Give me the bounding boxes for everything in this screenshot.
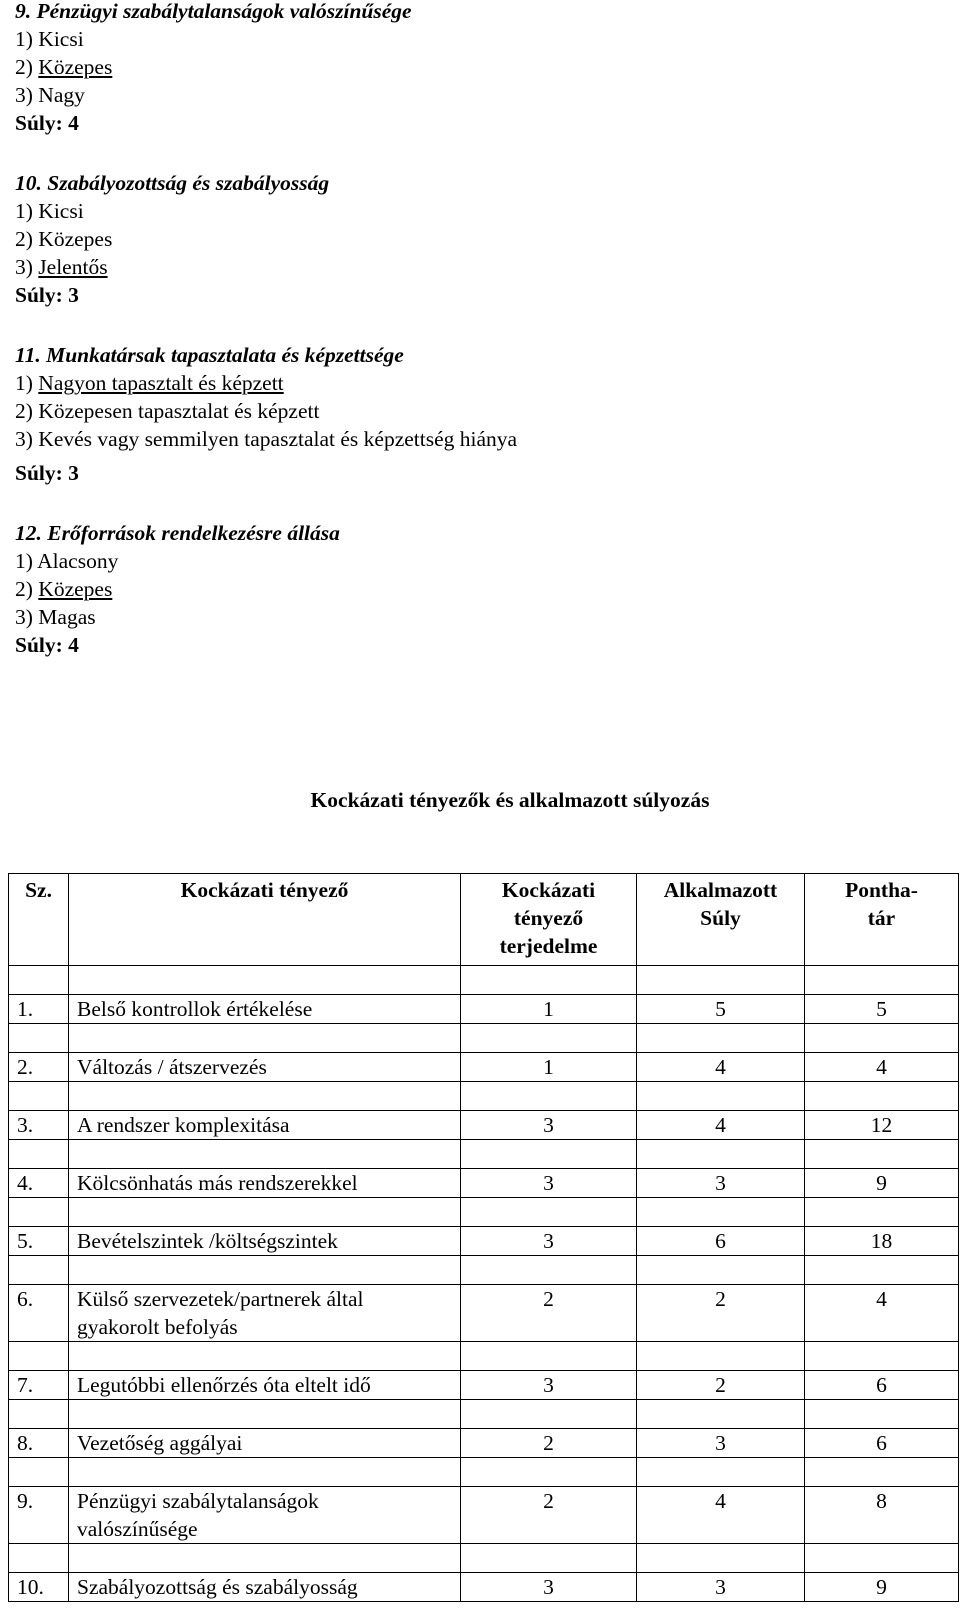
- row-score: 5: [805, 995, 959, 1024]
- table-header-row: [9, 874, 959, 966]
- empty-cell: [805, 966, 959, 995]
- option-number: 2): [15, 55, 33, 79]
- empty-cell: [69, 1544, 461, 1573]
- option-item: [15, 550, 935, 578]
- criterion-number: 10.: [15, 171, 42, 195]
- row-factor-line: Kölcsönhatás más rendszerekkel: [77, 1171, 358, 1195]
- criterion-number: 9.: [15, 0, 32, 23]
- empty-cell: [637, 1256, 805, 1285]
- empty-cell: [9, 1458, 69, 1487]
- option-number: 3): [15, 427, 33, 451]
- row-score: 4: [805, 1285, 959, 1342]
- row-number: 10.: [9, 1573, 69, 1602]
- empty-cell: [637, 1082, 805, 1111]
- criterion-weight: Súly: 3: [15, 283, 79, 307]
- option-item: [15, 400, 935, 428]
- row-factor-line: Vezetőség aggályai: [77, 1431, 243, 1455]
- risk-factor-table: [8, 873, 959, 1602]
- empty-cell: [461, 1256, 637, 1285]
- criterion-heading: [15, 172, 935, 200]
- row-factor: [69, 1169, 461, 1198]
- criterion-weight: Súly: 3: [15, 461, 79, 485]
- criterion-number: 11.: [15, 343, 41, 367]
- option-item: [15, 428, 935, 456]
- option-number: 1): [15, 199, 33, 223]
- empty-cell: [9, 966, 69, 995]
- option-number: 3): [15, 83, 33, 107]
- empty-cell: [805, 1024, 959, 1053]
- row-score: 9: [805, 1573, 959, 1602]
- row-extent: 3: [461, 1573, 637, 1602]
- header-applied-weight: Alkalmazott Súly: [637, 874, 805, 966]
- row-extent: 2: [461, 1487, 637, 1544]
- empty-cell: [461, 1544, 637, 1573]
- table-row: [9, 1227, 959, 1256]
- table-spacer-row: [9, 1342, 959, 1371]
- option-number: 2): [15, 399, 33, 423]
- table-title: Kockázati tényezők és alkalmazott súlyozás: [310, 788, 710, 812]
- criterion-10: [15, 172, 935, 312]
- criterion-heading: [15, 522, 935, 550]
- empty-cell: [637, 1544, 805, 1573]
- option-item: [15, 372, 935, 400]
- row-factor-line: Szabályozottság és szabályosság: [77, 1575, 358, 1599]
- row-weight: 4: [637, 1111, 805, 1140]
- option-item: [15, 228, 935, 256]
- table-spacer-row: [9, 1458, 959, 1487]
- table-spacer-row: [9, 1544, 959, 1573]
- row-weight: 6: [637, 1227, 805, 1256]
- row-extent: 3: [461, 1371, 637, 1400]
- option-number: 1): [15, 371, 33, 395]
- empty-cell: [637, 1458, 805, 1487]
- empty-cell: [9, 1082, 69, 1111]
- row-extent: 2: [461, 1285, 637, 1342]
- empty-cell: [805, 1140, 959, 1169]
- table-spacer-row: [9, 1198, 959, 1227]
- option-label: Kicsi: [38, 27, 84, 51]
- criteria-list: [15, 0, 935, 662]
- empty-cell: [637, 966, 805, 995]
- row-weight: 2: [637, 1371, 805, 1400]
- empty-cell: [69, 1082, 461, 1111]
- table-row: [9, 1429, 959, 1458]
- criterion-9: [15, 0, 935, 140]
- criterion-title: Pénzügyi szabálytalanságok valószínűsége: [36, 0, 412, 23]
- empty-cell: [461, 966, 637, 995]
- option-item: [15, 256, 935, 284]
- criterion-title: Szabályozottság és szabályosság: [47, 171, 330, 195]
- empty-cell: [637, 1024, 805, 1053]
- row-number: 1.: [9, 995, 69, 1024]
- empty-cell: [69, 1400, 461, 1429]
- empty-cell: [805, 1198, 959, 1227]
- row-extent: 1: [461, 995, 637, 1024]
- option-item: [15, 578, 935, 606]
- option-label-selected: Közepes: [38, 577, 113, 601]
- row-extent: 3: [461, 1169, 637, 1198]
- row-factor-line: Belső kontrollok értékelése: [77, 997, 313, 1021]
- option-label: Közepes: [38, 227, 113, 251]
- empty-cell: [805, 1458, 959, 1487]
- row-factor: [69, 1111, 461, 1140]
- header-score: Pontha- tár: [805, 874, 959, 966]
- row-extent: 1: [461, 1053, 637, 1082]
- empty-cell: [805, 1256, 959, 1285]
- table-row: [9, 1053, 959, 1082]
- row-score: 6: [805, 1429, 959, 1458]
- row-score: 9: [805, 1169, 959, 1198]
- row-weight: 4: [637, 1487, 805, 1544]
- criterion-title: Munkatársak tapasztalata és képzettsége: [46, 343, 404, 367]
- empty-cell: [69, 1198, 461, 1227]
- row-weight: 5: [637, 995, 805, 1024]
- header-sz: Sz.: [9, 874, 69, 966]
- row-factor-line: gyakorolt befolyás: [77, 1315, 238, 1339]
- criterion-number: 12.: [15, 521, 42, 545]
- option-item: [15, 200, 935, 228]
- row-factor: [69, 1053, 461, 1082]
- row-score: 6: [805, 1371, 959, 1400]
- row-number: 6.: [9, 1285, 69, 1342]
- row-weight: 4: [637, 1053, 805, 1082]
- option-number: 1): [15, 549, 33, 573]
- option-item: [15, 84, 935, 112]
- table-row: [9, 1371, 959, 1400]
- header-factor: Kockázati tényező: [69, 874, 461, 966]
- table-spacer-row: [9, 1024, 959, 1053]
- criterion-heading: [15, 0, 935, 28]
- empty-cell: [461, 1342, 637, 1371]
- row-score: 18: [805, 1227, 959, 1256]
- criterion-heading: [15, 344, 935, 372]
- empty-cell: [637, 1140, 805, 1169]
- table-spacer-row: [9, 966, 959, 995]
- empty-cell: [461, 1400, 637, 1429]
- table-row: [9, 995, 959, 1024]
- row-weight: 3: [637, 1429, 805, 1458]
- row-weight: 2: [637, 1285, 805, 1342]
- empty-cell: [461, 1198, 637, 1227]
- empty-cell: [9, 1256, 69, 1285]
- option-label-selected: Nagyon tapasztalt és képzett: [38, 371, 284, 395]
- row-number: 4.: [9, 1169, 69, 1198]
- option-number: 3): [15, 255, 33, 279]
- row-factor: [69, 1573, 461, 1602]
- empty-cell: [69, 1140, 461, 1169]
- empty-cell: [9, 1198, 69, 1227]
- option-label: Alacsony: [37, 549, 119, 573]
- option-item: [15, 606, 935, 634]
- row-weight: 3: [637, 1573, 805, 1602]
- empty-cell: [461, 1024, 637, 1053]
- empty-cell: [9, 1024, 69, 1053]
- row-factor: [69, 995, 461, 1024]
- empty-cell: [461, 1082, 637, 1111]
- table-row: [9, 1169, 959, 1198]
- empty-cell: [461, 1458, 637, 1487]
- table-row: [9, 1487, 959, 1544]
- option-label: Kevés vagy semmilyen tapasztalat és képzettség hiánya: [38, 427, 518, 451]
- empty-cell: [69, 1256, 461, 1285]
- option-item: [15, 28, 935, 56]
- row-number: 7.: [9, 1371, 69, 1400]
- row-factor: [69, 1371, 461, 1400]
- option-number: 2): [15, 577, 33, 601]
- empty-cell: [805, 1342, 959, 1371]
- empty-cell: [9, 1342, 69, 1371]
- empty-cell: [637, 1342, 805, 1371]
- empty-cell: [69, 1024, 461, 1053]
- row-extent: 2: [461, 1429, 637, 1458]
- table-row: [9, 1573, 959, 1602]
- empty-cell: [9, 1400, 69, 1429]
- option-number: 3): [15, 605, 33, 629]
- row-factor-line: Pénzügyi szabálytalanságok: [77, 1489, 319, 1513]
- row-factor: [69, 1487, 461, 1544]
- header-extent: Kockázati tényező terjedelme: [461, 874, 637, 966]
- row-number: 8.: [9, 1429, 69, 1458]
- empty-cell: [805, 1544, 959, 1573]
- row-factor: [69, 1285, 461, 1342]
- row-factor: [69, 1429, 461, 1458]
- option-label: Kicsi: [38, 199, 84, 223]
- table-spacer-row: [9, 1400, 959, 1429]
- row-factor-line: Külső szervezetek/partnerek által: [77, 1287, 364, 1311]
- criterion-title: Erőforrások rendelkezésre állása: [47, 521, 340, 545]
- option-label: Nagy: [38, 83, 85, 107]
- criterion-weight: Súly: 4: [15, 633, 79, 657]
- empty-cell: [9, 1140, 69, 1169]
- criterion-11: [15, 344, 935, 490]
- row-number: 3.: [9, 1111, 69, 1140]
- option-number: 2): [15, 227, 33, 251]
- row-score: 8: [805, 1487, 959, 1544]
- empty-cell: [9, 1544, 69, 1573]
- row-extent: 3: [461, 1227, 637, 1256]
- row-score: 4: [805, 1053, 959, 1082]
- table-row: [9, 1111, 959, 1140]
- table-spacer-row: [9, 1140, 959, 1169]
- empty-cell: [805, 1400, 959, 1429]
- row-number: 2.: [9, 1053, 69, 1082]
- table-row: [9, 1285, 959, 1342]
- empty-cell: [69, 1458, 461, 1487]
- row-factor-line: A rendszer komplexitása: [77, 1113, 290, 1137]
- empty-cell: [69, 1342, 461, 1371]
- row-number: 5.: [9, 1227, 69, 1256]
- option-label-selected: Közepes: [38, 55, 113, 79]
- row-factor-line: valószínűsége: [77, 1517, 198, 1541]
- row-factor-line: Bevételszintek /költségszintek: [77, 1229, 338, 1253]
- criterion-12: [15, 522, 935, 662]
- empty-cell: [461, 1140, 637, 1169]
- option-number: 1): [15, 27, 33, 51]
- option-label-selected: Jelentős: [38, 255, 108, 279]
- empty-cell: [637, 1400, 805, 1429]
- option-label: Magas: [38, 605, 96, 629]
- table-spacer-row: [9, 1082, 959, 1111]
- row-extent: 3: [461, 1111, 637, 1140]
- row-number: 9.: [9, 1487, 69, 1544]
- option-item: [15, 56, 935, 84]
- table-spacer-row: [9, 1256, 959, 1285]
- row-factor-line: Legutóbbi ellenőrzés óta eltelt idő: [77, 1373, 371, 1397]
- empty-cell: [69, 966, 461, 995]
- option-label: Közepesen tapasztalat és képzett: [38, 399, 320, 423]
- row-factor: [69, 1227, 461, 1256]
- row-factor-line: Változás / átszervezés: [77, 1055, 267, 1079]
- empty-cell: [637, 1198, 805, 1227]
- empty-cell: [805, 1082, 959, 1111]
- row-score: 12: [805, 1111, 959, 1140]
- criterion-weight: Súly: 4: [15, 111, 79, 135]
- row-weight: 3: [637, 1169, 805, 1198]
